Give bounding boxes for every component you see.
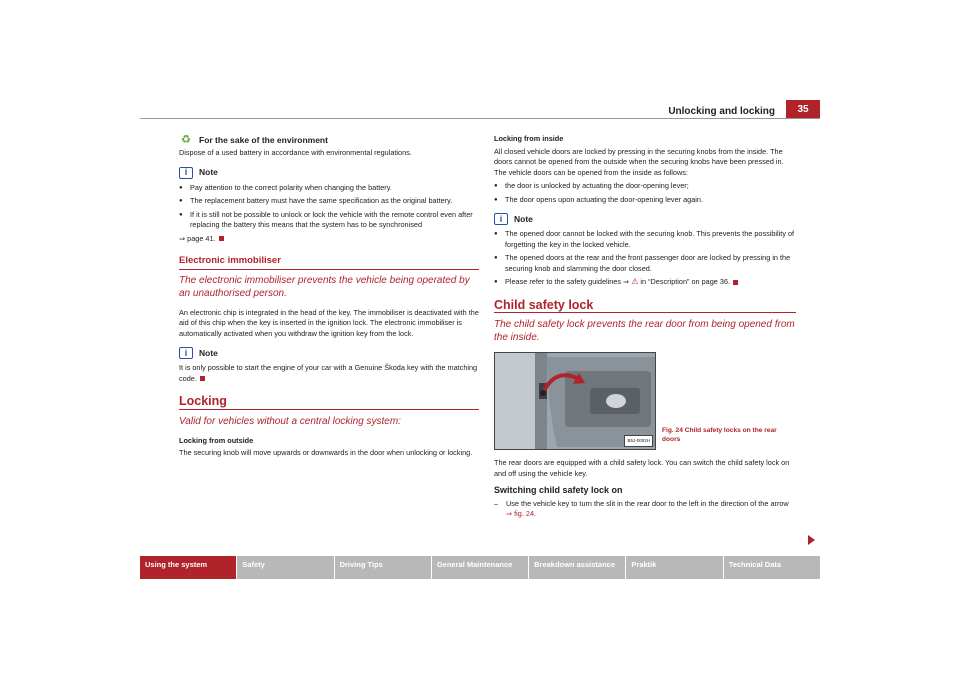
child-lock-text: The rear doors are equipped with a child safety lock. You can switch the child safety lock on and off using the vehicle key.: [494, 458, 790, 478]
note-bullet: [494, 277, 796, 288]
note-text: [179, 363, 479, 384]
note-bullet: ● Pay attention to the correct polarity when changing the battery.: [179, 183, 479, 194]
instruction-step-text: Use the vehicle key to turn the slit in the rear door to the left in the direction of the arrow: [506, 498, 789, 508]
note-heading-text: Note: [199, 167, 218, 178]
end-of-section-marker: [733, 280, 738, 285]
right-column: [494, 134, 796, 523]
list-item: ● the door is unlocked by actuating the door-opening lever;: [494, 181, 796, 192]
note-bullet: ● The opened doors at the rear and the front passenger door are locked by pressing in the securing knob and slamming the door closed.: [494, 253, 796, 274]
info-note-icon: i: [494, 213, 508, 225]
note-bullet: ● The replacement battery must have the same specification as the original battery.: [179, 196, 479, 207]
section-lead-child-lock: The child safety lock prevents the rear door from being opened from the inside.: [494, 319, 795, 343]
note-text-body: It is only possible to start the engine of your car with a Genuine Škoda key with the matching code.: [179, 363, 478, 383]
instruction-step: [494, 499, 796, 520]
note-heading-text: Note: [514, 213, 533, 224]
footer-tab-bar: [140, 556, 820, 579]
note-heading: [179, 347, 479, 359]
subheading-locking-inside: Locking from inside: [494, 134, 564, 143]
section-heading-child-lock: Child safety lock: [494, 300, 796, 314]
figure-link[interactable]: ⇒ fig. 24.: [506, 509, 537, 518]
tab-using-the-system[interactable]: Using the system: [140, 556, 236, 579]
info-note-icon: i: [179, 167, 193, 179]
note-heading-text: Note: [199, 347, 218, 358]
section-heading-locking: Locking: [179, 396, 479, 410]
tab-technical-data[interactable]: Technical Data: [724, 556, 820, 579]
end-of-section-marker: [219, 236, 224, 241]
note-bullet: ● The opened door cannot be locked with the securing knob. This prevents the possibility of forgetting the key in the locked vehicle.: [494, 229, 796, 250]
note-heading: [179, 167, 479, 179]
subheading-locking-outside: Locking from outside: [179, 435, 254, 445]
safety-ref-page: in “Description” on page 36.: [640, 277, 731, 286]
subheading-switch-on: Switching child safety lock on: [494, 485, 623, 495]
warning-triangle-icon[interactable]: ⚠: [631, 277, 639, 286]
note-bullet: [179, 210, 479, 231]
figure-child-safety-lock: [494, 352, 656, 450]
tab-safety[interactable]: Safety: [237, 556, 333, 579]
locking-inside-text: All closed vehicle doors are locked by pressing in the securing knobs from the inside. The doors cannot be opened from the outside when the securing knobs have been pressed in. The vehicle doors can be opened from the inside as follows:: [494, 146, 784, 177]
tab-driving-tips[interactable]: Driving Tips: [335, 556, 431, 579]
tab-praktik[interactable]: Praktik: [626, 556, 722, 579]
info-note-icon: i: [179, 347, 193, 359]
section-lead-immobiliser: The electronic immobiliser prevents the vehicle being operated by an unauthorised person.: [179, 274, 470, 299]
running-header-title: Unlocking and locking: [668, 106, 775, 117]
end-of-section-marker: [200, 376, 205, 381]
figure-row: [494, 352, 796, 450]
immobiliser-text: An electronic chip is integrated in the head of the key. The immobiliser is deactivated with the aid of this chip when the key is inserted in the ignition lock. The electronic immobiliser is automatically activated when you withdraw the ignition key from the lock.: [179, 307, 479, 338]
section-lead-locking: Valid for vehicles without a central locking system:: [179, 415, 401, 427]
figure-tag: B5J-0002H: [624, 435, 653, 448]
environment-leaf-icon: ♻: [181, 133, 191, 146]
page-number: 35: [786, 100, 820, 119]
environment-heading-text: For the sake of the environment: [199, 134, 328, 145]
note-page-ref: [179, 234, 479, 245]
header-rule: [140, 118, 820, 119]
note-heading: [494, 213, 796, 225]
tab-breakdown-assistance[interactable]: Breakdown assistance: [529, 556, 625, 579]
left-column: [179, 134, 479, 462]
tab-general-maintenance[interactable]: General Maintenance: [432, 556, 528, 579]
note-bullet-text: If it is still not be possible to unlock or lock the vehicle with the remote control even after replacing the battery this means that the system has to be synchronised: [190, 209, 473, 229]
section-heading-immobiliser: Electronic immobiliser: [179, 256, 479, 270]
safety-ref-text: Please refer to the safety guidelines ⇒: [505, 277, 630, 286]
next-page-arrow-icon[interactable]: [808, 535, 815, 545]
environment-text: Dispose of a used battery in accordance with environmental regulations.: [179, 148, 412, 157]
figure-caption: Fig. 24 Child safety locks on the rear doors: [662, 427, 777, 443]
locking-outside-text: The securing knob will move upwards or downwards in the door when unlocking or locking.: [179, 448, 473, 457]
environment-heading: [179, 134, 479, 146]
list-item: ● The door opens upon actuating the door-opening lever again.: [494, 195, 796, 206]
page-link[interactable]: ⇒ page 41.: [179, 233, 216, 243]
